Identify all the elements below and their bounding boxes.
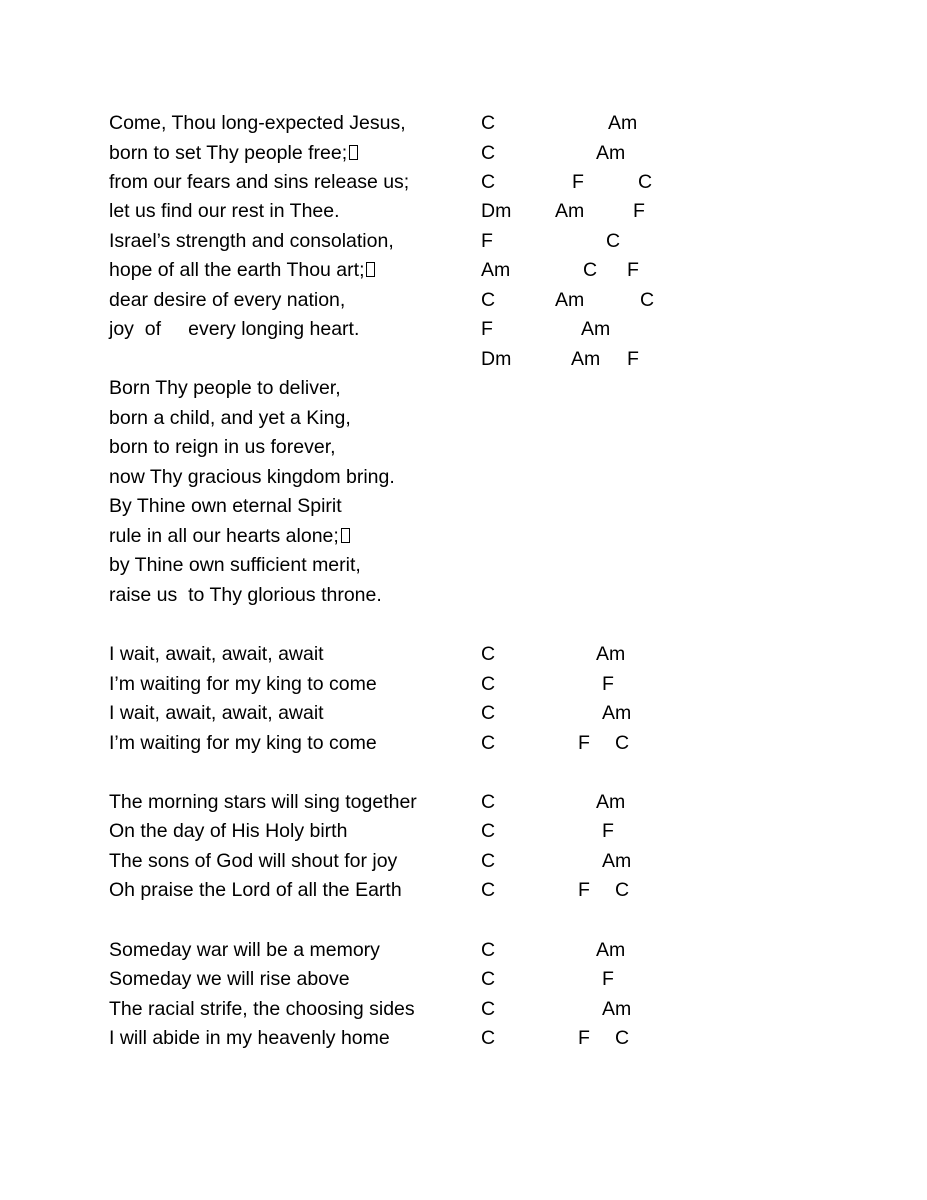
chord-symbol: F — [578, 1027, 590, 1049]
lyric-line — [0, 935, 927, 965]
lyric-line — [0, 226, 927, 256]
chord-symbol: Am — [571, 348, 601, 370]
chord-symbol: C — [481, 142, 496, 164]
lyric-line — [0, 314, 927, 344]
chord-symbol: F — [481, 230, 493, 252]
chord-symbol: F — [602, 968, 614, 990]
lyric-line — [0, 255, 927, 285]
chord-symbol: Dm — [481, 348, 512, 370]
chord-symbol: C — [481, 820, 496, 842]
chord-symbol: Am — [581, 318, 611, 340]
lyric-text: born a child, and yet a King, — [109, 407, 351, 429]
chord-symbol: Am — [596, 791, 626, 813]
lyric-text: The morning stars will sing together — [109, 791, 417, 813]
lyric-line — [0, 994, 927, 1024]
lyric-line — [0, 491, 927, 521]
lyric-text: now Thy gracious kingdom bring. — [109, 466, 395, 488]
lyric-line — [0, 728, 927, 758]
chord-symbol: C — [481, 289, 496, 311]
lyric-text: I’m waiting for my king to come — [109, 673, 377, 695]
chord-symbol: F — [602, 673, 614, 695]
chord-symbol: F — [627, 348, 639, 370]
lyric-text: rule in all our hearts alone; — [109, 521, 350, 551]
chord-symbol: C — [481, 643, 496, 665]
lyric-text: let us find our rest in Thee. — [109, 200, 340, 222]
chord-symbol: C — [481, 850, 496, 872]
lyric-text: On the day of His Holy birth — [109, 820, 348, 842]
chord-symbol: F — [578, 879, 590, 901]
chord-symbol: Am — [608, 112, 638, 134]
chord-symbol: C — [481, 939, 496, 961]
lyric-text: raise us to Thy glorious throne. — [109, 584, 382, 606]
lyric-line — [0, 462, 927, 492]
chord-symbol: Am — [602, 998, 632, 1020]
lyric-text: Someday war will be a memory — [109, 939, 380, 961]
chord-symbol: Dm — [481, 200, 512, 222]
lyric-line — [0, 964, 927, 994]
chord-symbol: F — [627, 259, 639, 281]
chord-symbol: Am — [596, 939, 626, 961]
lyric-line — [0, 108, 927, 138]
lyric-text: Someday we will rise above — [109, 968, 350, 990]
missing-glyph-box — [341, 528, 350, 543]
lyric-text: Oh praise the Lord of all the Earth — [109, 879, 402, 901]
lyric-line — [0, 167, 927, 197]
chord-symbol: C — [481, 1027, 496, 1049]
chord-symbol: C — [481, 112, 496, 134]
chord-symbol: C — [481, 702, 496, 724]
lyric-line — [0, 787, 927, 817]
lyric-line — [0, 669, 927, 699]
chord-symbol: C — [481, 879, 496, 901]
lyric-line — [0, 1023, 927, 1053]
lyric-line — [0, 550, 927, 580]
lyric-text: from our fears and sins release us; — [109, 171, 410, 193]
lyric-text: I wait, await, await, await — [109, 643, 324, 665]
lyric-text: The sons of God will shout for joy — [109, 850, 398, 872]
chord-symbol: C — [615, 732, 630, 754]
lyric-text: By Thine own eternal Spirit — [109, 495, 342, 517]
lyric-text: joy of every longing heart. — [109, 318, 360, 340]
lyric-text: I’m waiting for my king to come — [109, 732, 377, 754]
lyric-line — [0, 196, 927, 226]
chord-symbol: F — [481, 318, 493, 340]
lyric-text: by Thine own sufficient merit, — [109, 554, 361, 576]
lyric-line — [0, 639, 927, 669]
chord-symbol: F — [602, 820, 614, 842]
chord-symbol: Am — [596, 643, 626, 665]
missing-glyph-box — [366, 262, 375, 277]
lyric-line — [0, 698, 927, 728]
chord-symbol: C — [481, 998, 496, 1020]
lyric-line — [0, 373, 927, 403]
lyric-line — [0, 521, 927, 551]
chord-symbol: Am — [555, 200, 585, 222]
lyric-text: hope of all the earth Thou art; — [109, 255, 375, 285]
chord-symbol: F — [633, 200, 645, 222]
lyric-text: Israel’s strength and consolation, — [109, 230, 394, 252]
chord-symbol: F — [578, 732, 590, 754]
lyric-text: The racial strife, the choosing sides — [109, 998, 415, 1020]
chord-symbol: C — [615, 1027, 630, 1049]
chord-symbol: C — [638, 171, 653, 193]
chord-symbol: C — [640, 289, 655, 311]
lyric-line — [0, 138, 927, 168]
lyric-text: born to set Thy people free; — [109, 138, 358, 168]
lyric-line — [0, 344, 927, 374]
lyric-text: born to reign in us forever, — [109, 436, 336, 458]
chord-symbol: C — [615, 879, 630, 901]
chord-symbol: Am — [481, 259, 511, 281]
lyric-line — [0, 580, 927, 610]
chord-symbol: Am — [555, 289, 585, 311]
chord-symbol: C — [606, 230, 621, 252]
lyric-line — [0, 403, 927, 433]
lyric-text: Come, Thou long-expected Jesus, — [109, 112, 406, 134]
chord-symbol: C — [583, 259, 598, 281]
lyric-text: dear desire of every nation, — [109, 289, 346, 311]
lyric-line — [0, 816, 927, 846]
missing-glyph-box — [349, 145, 358, 160]
lyric-line — [0, 846, 927, 876]
chord-symbol: Am — [596, 142, 626, 164]
lyric-text: I will abide in my heavenly home — [109, 1027, 390, 1049]
chord-symbol: Am — [602, 850, 632, 872]
chord-symbol: C — [481, 968, 496, 990]
lyric-line — [0, 432, 927, 462]
lyric-line — [0, 285, 927, 315]
lyric-text: I wait, await, await, await — [109, 702, 324, 724]
chord-symbol: C — [481, 673, 496, 695]
chord-symbol: C — [481, 791, 496, 813]
chord-symbol: Am — [602, 702, 632, 724]
lyric-line — [0, 875, 927, 905]
chord-symbol: F — [572, 171, 584, 193]
chord-symbol: C — [481, 732, 496, 754]
lyric-text: Born Thy people to deliver, — [109, 377, 341, 399]
chord-symbol: C — [481, 171, 496, 193]
